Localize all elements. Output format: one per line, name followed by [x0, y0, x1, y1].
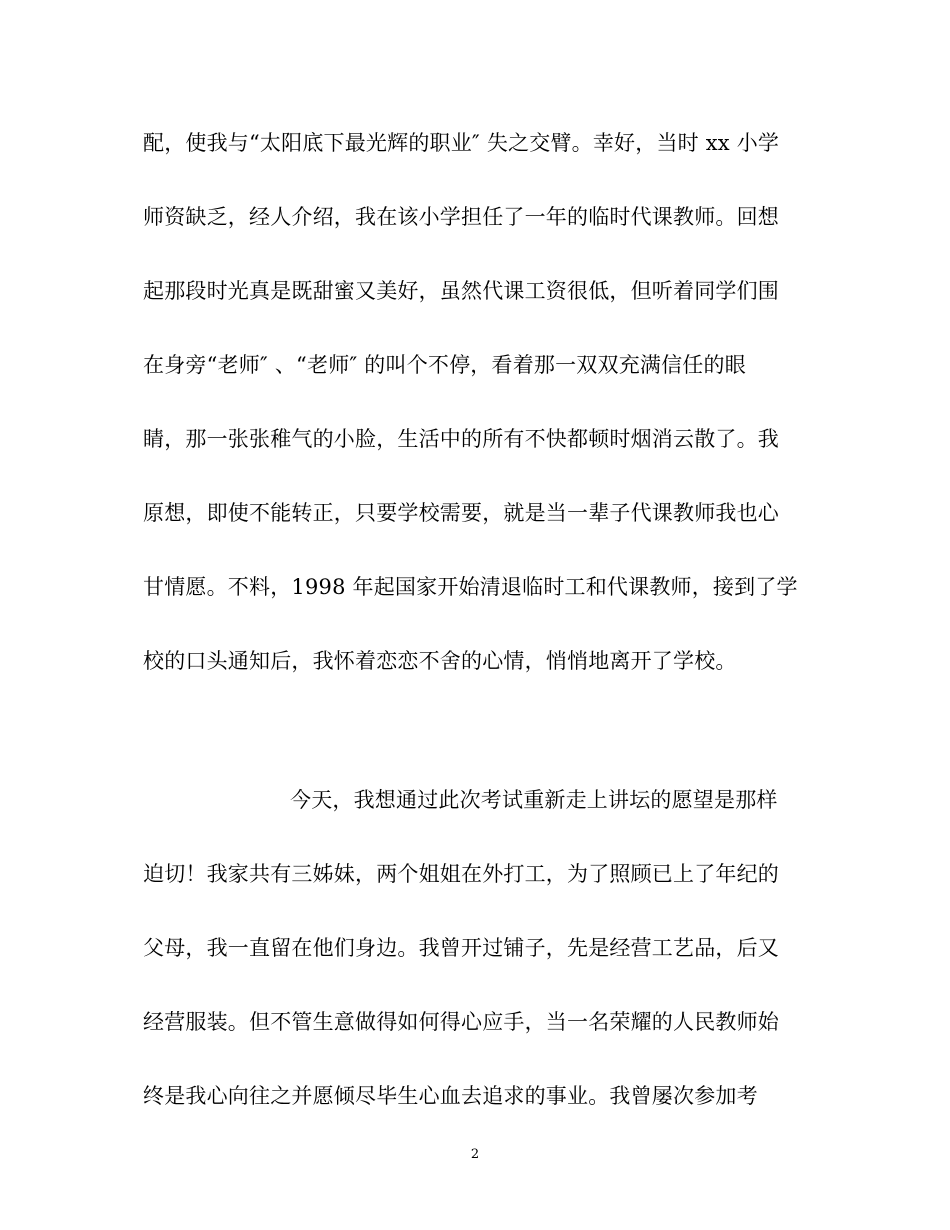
paragraph-1-line-6: 原想，即使不能转正，只要学校需要，就是当一辈子代课教师我也心	[143, 501, 779, 525]
paragraph-1-line-3: 起那段时光真是既甜蜜又美好，虽然代课工资很低，但听着同学们围	[143, 279, 779, 303]
paragraph-1-line-1: 配，使我与“太阳底下最光辉的职业″ 失之交臂。幸好，当时 xx 小学	[143, 131, 780, 155]
page-number: 2	[470, 1147, 480, 1162]
paragraph-2-line-3: 父母，我一直留在他们身边。我曾开过铺子，先是经营工艺品，后又	[143, 936, 779, 960]
paragraph-1-line-4: 在身旁“老师″ 、“老师″ 的叫个不停，看着那一双双充满信任的眼	[143, 353, 746, 377]
paragraph-1-line-7: 甘情愿。不料，1998 年起国家开始清退临时工和代课教师，接到了学	[143, 575, 798, 599]
paragraph-2-line-5: 终是我心向往之并愿倾尽毕生心血去追求的事业。我曾屡次参加考	[143, 1084, 758, 1108]
paragraph-2-line-4: 经营服装。但不管生意做得如何得心应手，当一名荣耀的人民教师始	[143, 1010, 779, 1034]
paragraph-1-line-5: 睛，那一张张稚气的小脸，生活中的所有不快都顿时烟消云散了。我	[143, 427, 779, 451]
paragraph-2-line-2: 迫切！我家共有三姊妹，两个姐姐在外打工，为了照顾已上了年纪的	[143, 862, 779, 886]
paragraph-2-line-1: 今天，我想通过此次考试重新走上讲坛的愿望是那样	[290, 788, 778, 812]
paragraph-1-line-8: 校的口头通知后，我怀着恋恋不舍的心情，悄悄地离开了学校。	[143, 649, 737, 673]
paragraph-1-line-2: 师资缺乏，经人介绍，我在该小学担任了一年的临时代课教师。回想	[143, 205, 779, 229]
